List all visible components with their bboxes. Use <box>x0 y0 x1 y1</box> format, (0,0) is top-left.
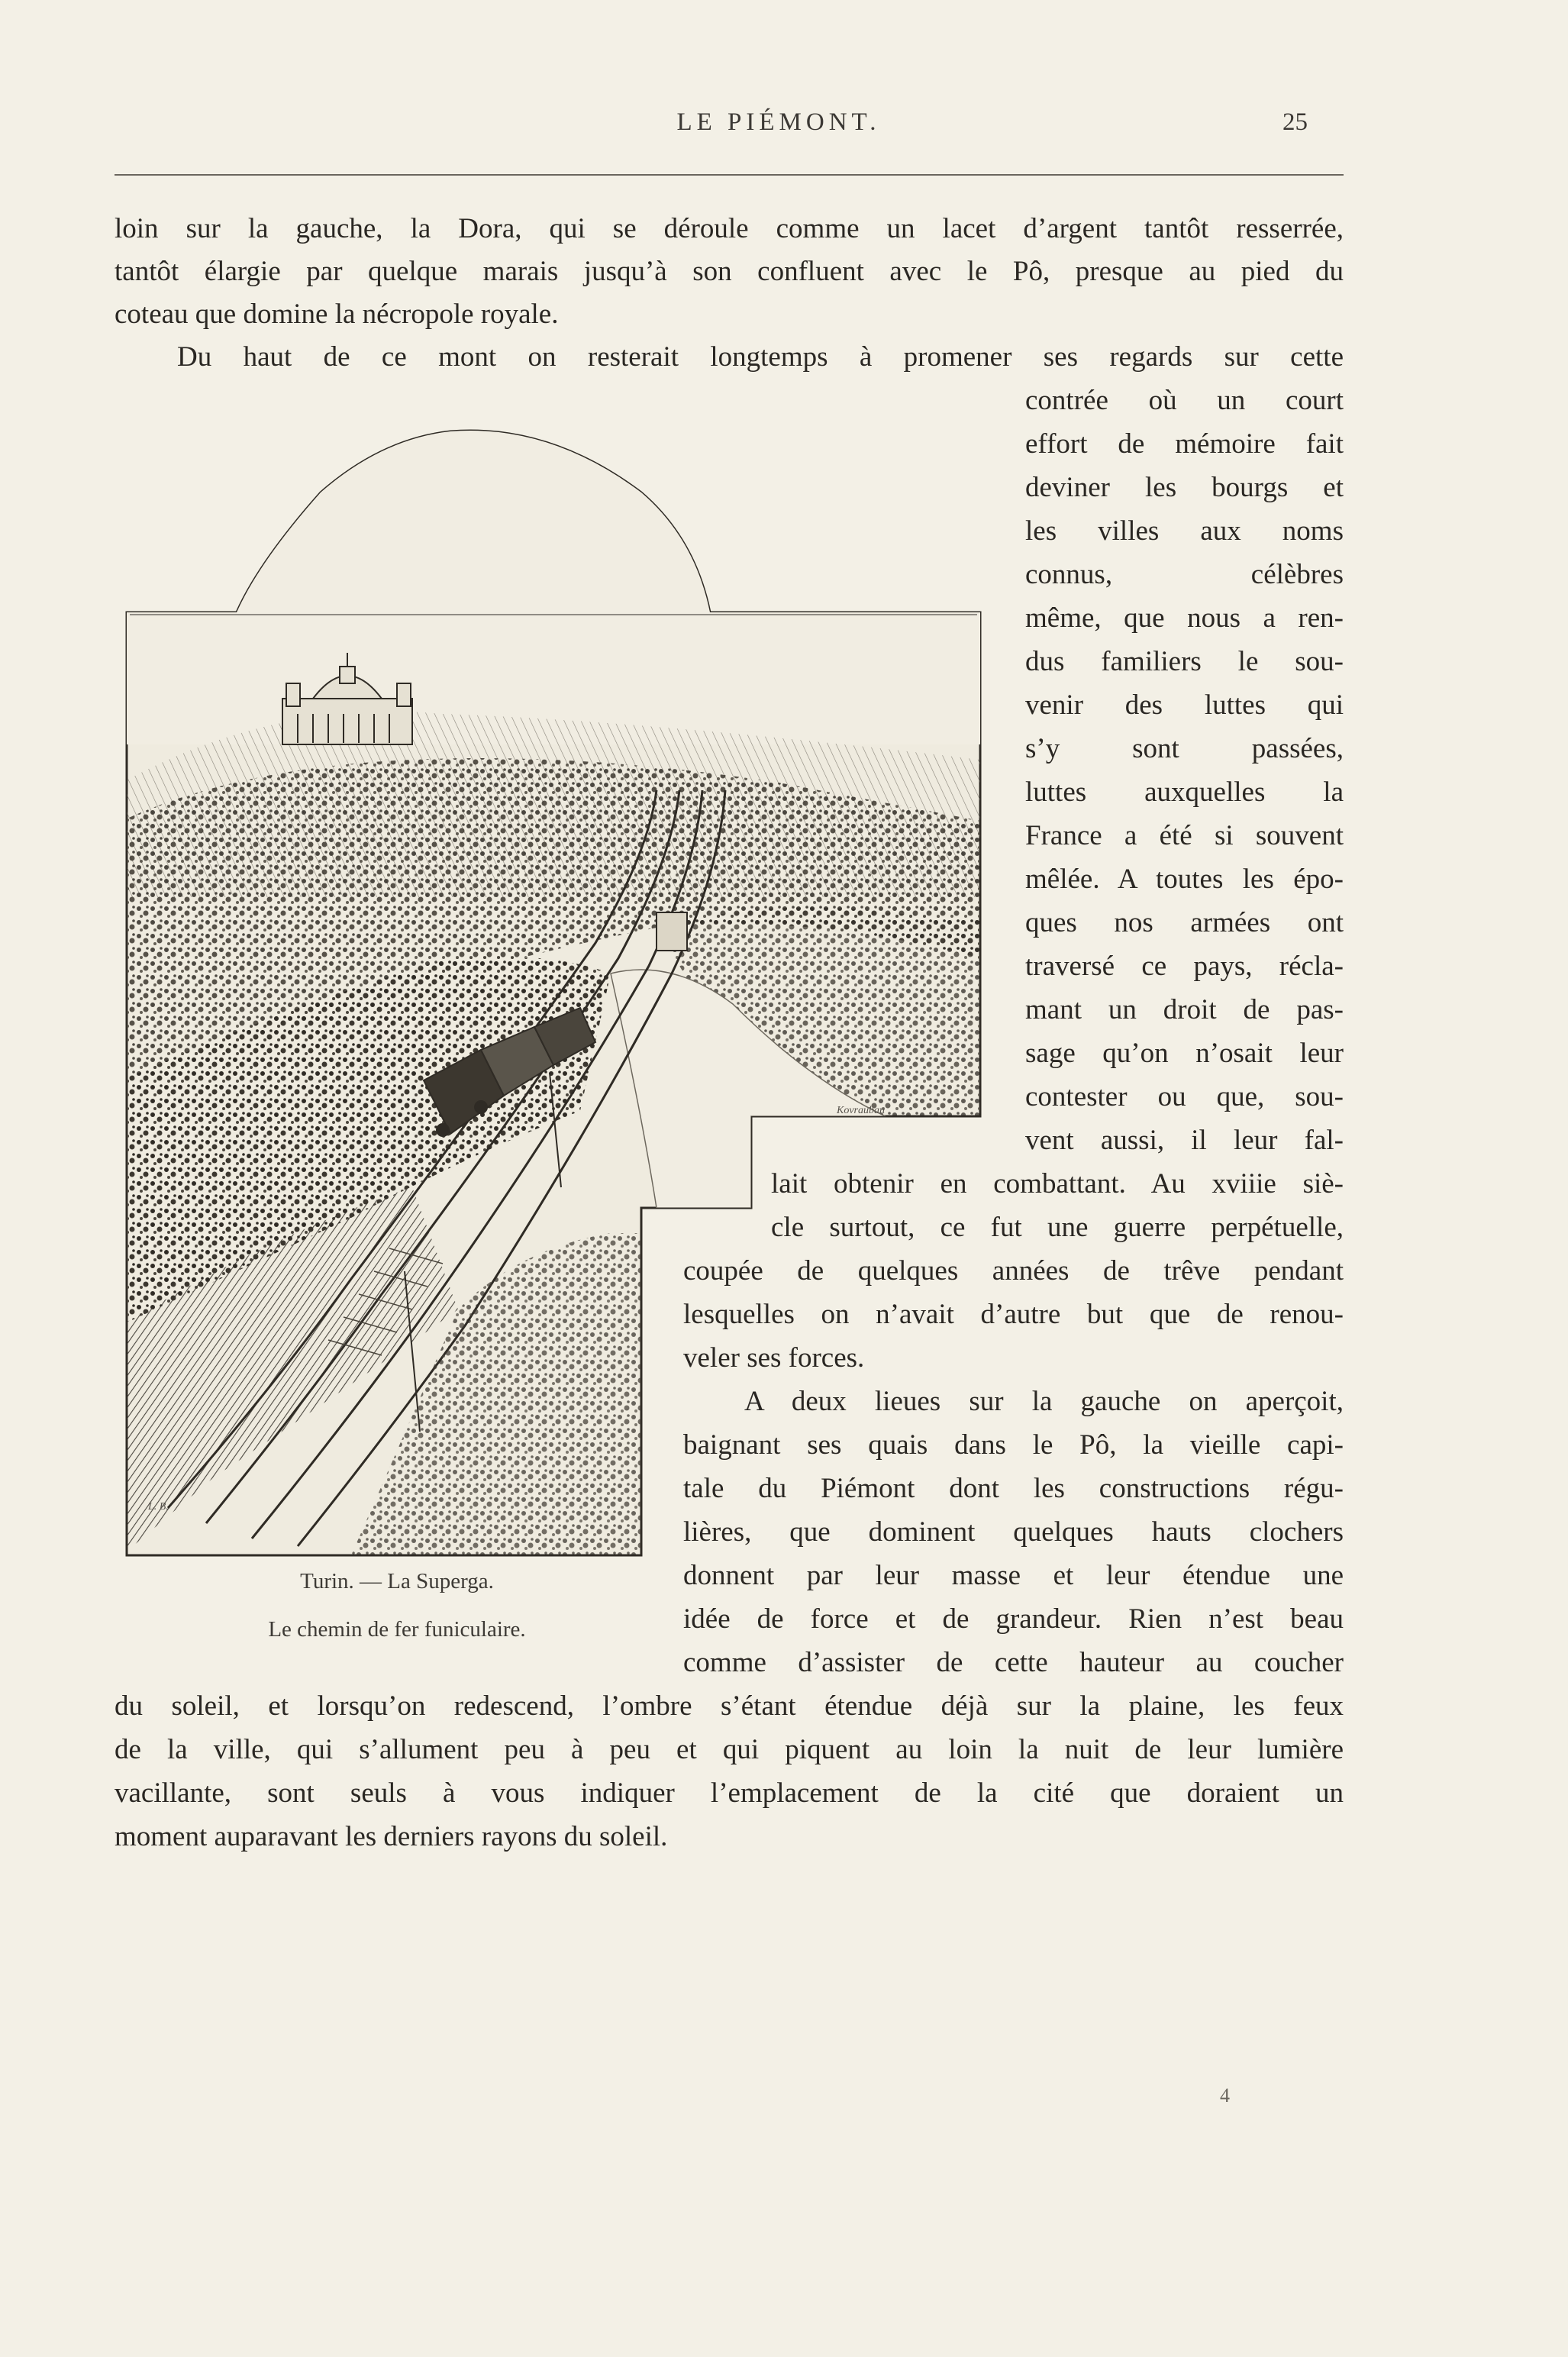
text-line: coupée de quelques années de trêve pendant <box>683 1255 1344 1287</box>
text-line: connus, célèbres <box>1025 559 1344 590</box>
text-line: du soleil, et lorsqu’on redescend, l’ombre s’étant étendue déjà sur la plaine, les feux <box>115 1690 1344 1722</box>
text-line: de la ville, qui s’allument peu à peu et qui piquent au loin la nuit de leur lumière <box>115 1734 1344 1765</box>
text-line: les villes aux noms <box>1025 515 1344 547</box>
text-line: s’y sont passées, <box>1025 733 1344 764</box>
signature-mark: 4 <box>1220 2084 1230 2107</box>
text-line: venir des luttes qui <box>1025 689 1344 721</box>
text-line: loin sur la gauche, la Dora, qui se déroule comme un lacet d’argent tantôt resserrée, <box>115 213 1344 244</box>
caption-line1: Turin. — La Superga. <box>300 1569 494 1593</box>
engraving-illustration <box>122 424 986 1561</box>
text-line: mant un droit de pas- <box>1025 994 1344 1025</box>
text-line: lesquelles on n’avait d’autre but que de renou- <box>683 1299 1344 1330</box>
text-line: dus familiers le sou- <box>1025 646 1344 677</box>
text-line: vacillante, sont seuls à vous indiquer l’emplacement de la cité que doraient un <box>115 1777 1344 1809</box>
text-line: idée de force et de grandeur. Rien n’est beau <box>683 1603 1344 1635</box>
text-line: lières, que dominent quelques hauts clochers <box>683 1516 1344 1548</box>
text-line: comme d’assister de cette hauteur au coucher <box>683 1647 1344 1678</box>
text-line: cle surtout, ce fut une guerre perpétuelle, <box>771 1212 1344 1243</box>
text-line: vent aussi, il leur fal- <box>1025 1125 1344 1156</box>
text-line: tale du Piémont dont les constructions régu- <box>683 1473 1344 1504</box>
text-line: France a été si souvent <box>1025 820 1344 851</box>
text-line: sage qu’on n’osait leur <box>1025 1038 1344 1069</box>
text-line: lait obtenir en combattant. Au xviiie siè- <box>771 1168 1344 1199</box>
text-line: même, que nous a ren- <box>1025 602 1344 634</box>
running-head: LE PIÉMONT. <box>676 108 881 136</box>
text-line: ques nos armées ont <box>1025 907 1344 938</box>
artist-signature: L. B. <box>148 1501 169 1513</box>
text-line: baignant ses quais dans le Pô, la vieille capi- <box>683 1429 1344 1461</box>
text-line: contester ou que, sou- <box>1025 1081 1344 1112</box>
text-line: mêlée. A toutes les épo- <box>1025 864 1344 895</box>
caption-line2: Le chemin de fer funiculaire. <box>268 1617 526 1642</box>
page-number: 25 <box>1282 108 1308 136</box>
text-line: traversé ce pays, récla- <box>1025 951 1344 982</box>
text-line: tantôt élargie par quelque marais jusqu’à son confluent avec le Pô, presque au pied du <box>115 256 1344 287</box>
text-line: moment auparavant les derniers rayons du soleil. <box>115 1821 668 1852</box>
text-line: veler ses forces. <box>683 1342 865 1374</box>
text-line: coteau que domine la nécropole royale. <box>115 299 559 330</box>
text-line: deviner les bourgs et <box>1025 472 1344 503</box>
text-line: donnent par leur masse et leur étendue une <box>683 1560 1344 1591</box>
text-line: contrée où un court <box>1025 385 1344 416</box>
text-line: effort de mémoire fait <box>1025 428 1344 460</box>
text-line: luttes auxquelles la <box>1025 777 1344 808</box>
paragraph-first-line: Du haut de ce mont on resterait longtemps à promener ses regards sur cette <box>177 341 1344 373</box>
header-rule <box>115 174 1344 176</box>
engraver-signature: Kovrauban <box>837 1105 885 1116</box>
paragraph-first-line: A deux lieues sur la gauche on aperçoit, <box>744 1386 1344 1417</box>
